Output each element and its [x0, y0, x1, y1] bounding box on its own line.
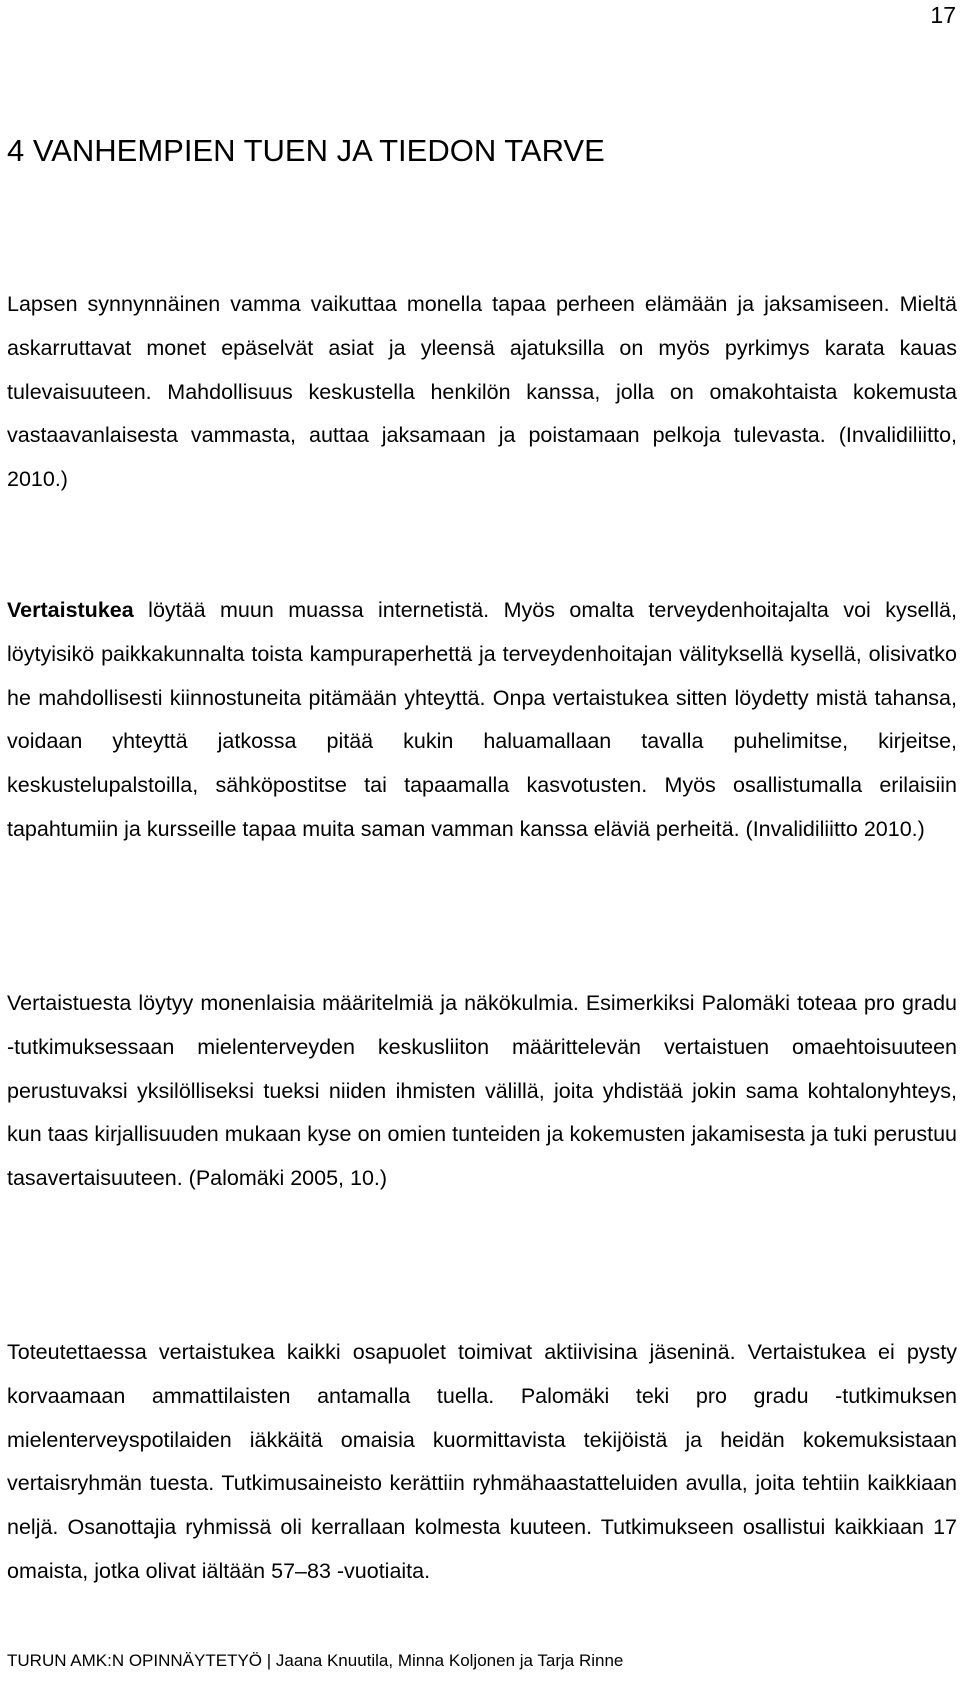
page-footer [7, 1651, 623, 1671]
paragraph-1-text: Lapsen synnynnäinen vamma vaikuttaa monella tapaa perheen elämään ja jaksamiseen. Mieltä askarruttavat monet epäselvät asiat ja yleensä ajatuksilla on myös pyrkimys karata kauas tulevaisuuteen. Mahdollisuus keskustella henkilön kanssa, jolla on omakohtaista kokemusta vastaavanlaisesta vammasta, auttaa jaksamaan ja poistamaan pelkoja tulevasta. (Invalidiliitto, 2010.) [7, 292, 957, 492]
paragraph-2-text [7, 589, 957, 852]
paragraph-2-body: löytää muun muassa internetistä. Myös omalta terveydenhoitajalta voi kysellä, löytyisikö paikkakunnalta toista kampuraperhettä ja terveydenhoitajan välityksellä kysellä, olisivatko he mahdollisesti kiinnostuneita pitämään yhteyttä. Onpa vertaistukea sitten löydetty mistä tahansa, voidaan yhteyttä jatkossa pitää kukin haluamallaan tavalla puhelimitse, kirjeitse, keskustelupalstoilla, sähköpostitse tai tapaamalla kasvotusten. Myös osallistumalla erilaisiin tapahtumiin ja kursseille tapaa muita saman vamman kanssa eläviä perheitä. (Invalidiliitto 2010.) [7, 598, 957, 841]
paragraph-3-text: Vertaistuesta löytyy monenlaisia määritelmiä ja näkökulmia. Esimerkiksi Palomäki toteaa pro gradu -tutkimuksessaan mielenterveyden keskusliiton määrittelevän vertaistuen omaehtoisuuteen perustuvaksi yksilölliseksi tueksi niiden ihmisten välillä, joita yhdistää jokin sama kohtalonyhteys, kun taas kirjallisuuden mukaan kyse on omien tunteiden ja kokemusten jakamisesta ja tuki perustuu tasavertaisuuteen. (Palomäki 2005, 10.) [7, 991, 957, 1191]
paragraph-4 [7, 1331, 957, 1594]
footer-authors: Jaana Knuutila, Minna Koljonen ja Tarja Rinne [275, 1651, 624, 1670]
paragraph-2 [7, 589, 957, 852]
chapter-heading: 4 VANHEMPIEN TUEN JA TIEDON TARVE [7, 133, 605, 168]
paragraph-3 [7, 982, 957, 1201]
paragraph-4-text: Toteutettaessa vertaistukea kaikki osapuolet toimivat aktiivisina jäseninä. Vertaistukea ei pysty korvaamaan ammattilaisten antamalla tuella. Palomäki teki pro gradu -tutkimuksen mielenterveyspotilaiden iäkkäitä omaisia kuormittavista tekijöistä ja heidän kokemuksistaan vertaisryhmän tuesta. Tutkimusaineisto kerättiin ryhmähaastatteluiden avulla, joita tehtiin kaikkiaan neljä. Osanottajia ryhmissä oli kerrallaan kolmesta kuuteen. Tutkimukseen osallistui kaikkiaan 17 omaista, jotka olivat iältään 57–83 -vuotiaita. [7, 1340, 957, 1583]
footer-institution: TURUN AMK:N OPINNÄYTETYÖ [7, 1651, 263, 1670]
footer-separator: | [262, 1651, 276, 1670]
paragraph-2-lead-term: Vertaistukea [7, 598, 134, 622]
page-number: 17 [930, 2, 956, 28]
paragraph-1 [7, 283, 957, 502]
